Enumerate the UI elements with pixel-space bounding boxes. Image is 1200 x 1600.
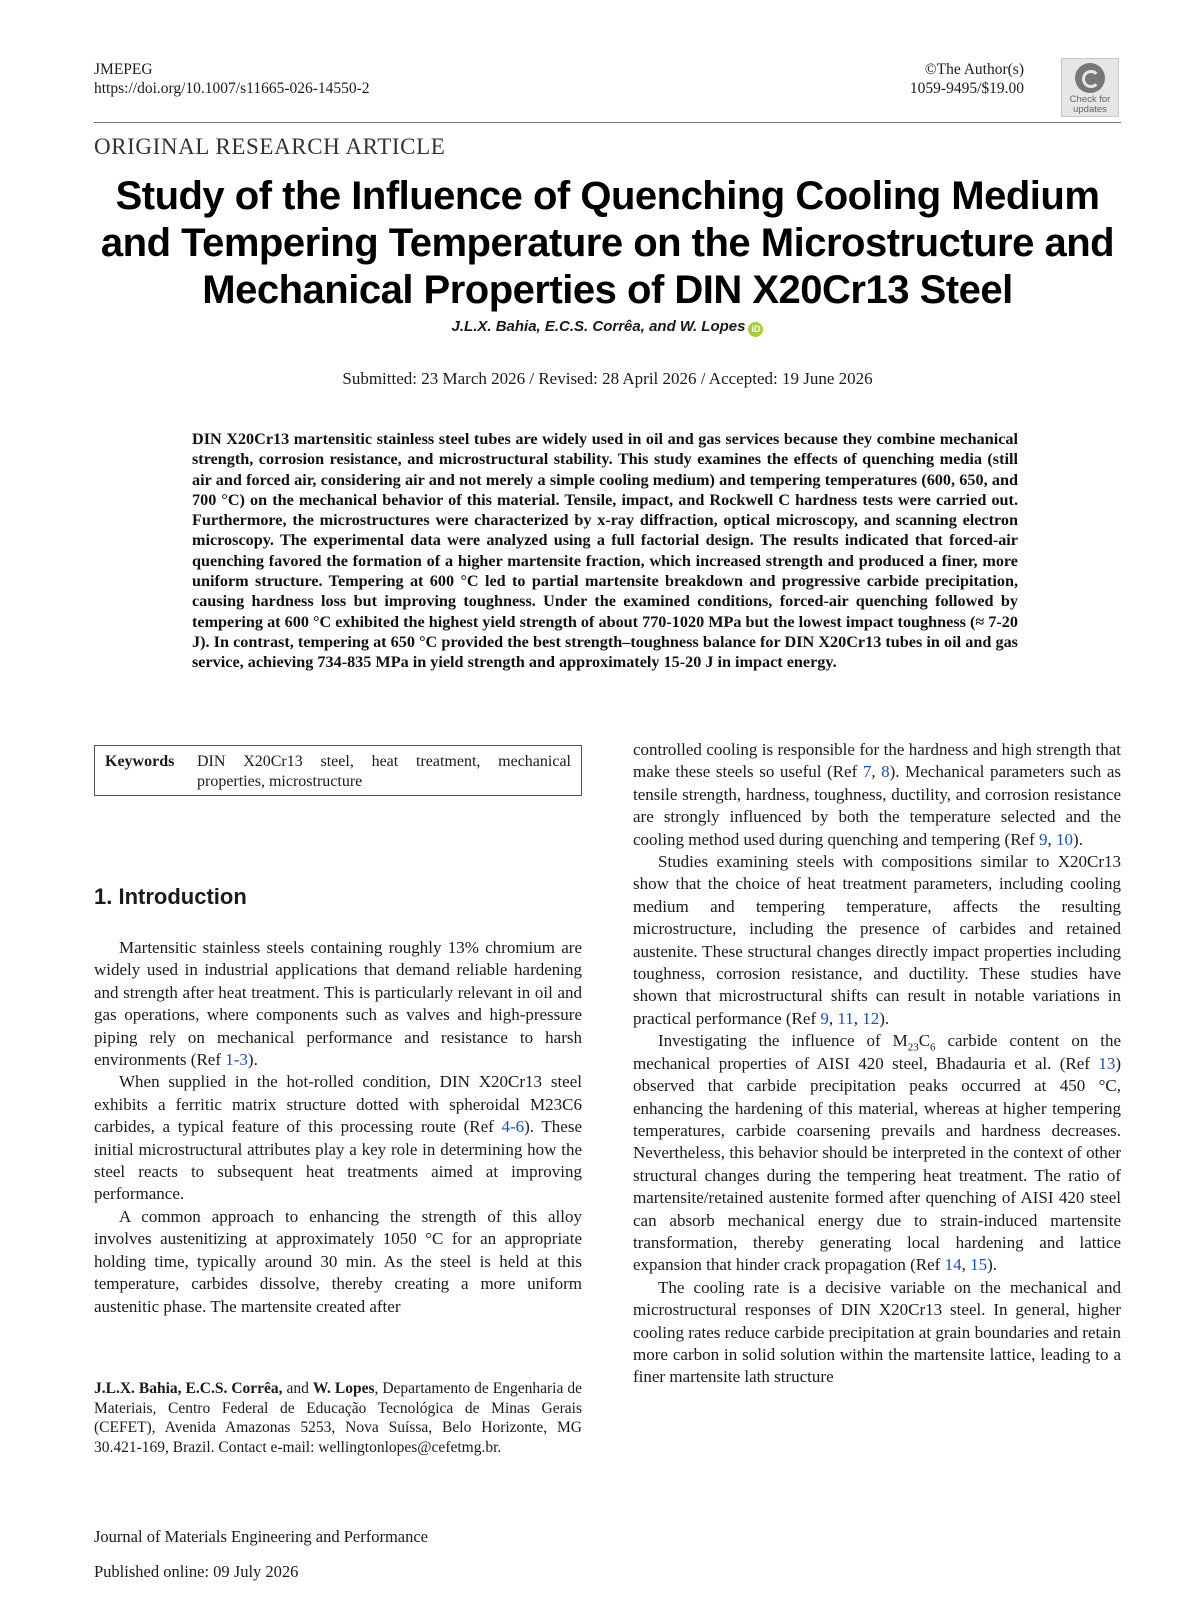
paragraph: When supplied in the hot-rolled condition, DIN X20Cr13 steel exhibits a ferritic matrix structure dotted with spheroidal M23C6 carbides, a typical feature of this processing route (Ref 4-6). These initial microstructural attributes play a key role in determining how the steel reacts to subsequent heat treatments aimed at improving performance. [94,1072,582,1204]
check-for-updates-icon [1075,63,1105,93]
header-right [910,60,1024,98]
citation-link[interactable]: 14 [944,1255,962,1275]
citation-link[interactable]: 4-6 [501,1117,525,1137]
right-column [633,739,1121,1389]
author-affiliation: J.L.X. Bahia, E.C.S. Corrêa, and W. Lopes, Departamento de Engenharia de Materiais, Centro Federal de Educação Tecnológica de Minas Gerais (CEFET), Avenida Amazonas 5253, Nova Suíssa, Belo Horizonte, MG 30.421-169, Brazil. Contact e-mail: wellingtonlopes@cefetmg.br. [94,1380,582,1456]
doi-link[interactable]: https://doi.org/10.1007/s11665-026-14550-2 [94,80,370,97]
badge-label: Check for updates [1069,94,1111,115]
citation-link[interactable]: 7 [862,762,872,782]
citation-link[interactable]: 1-3 [225,1050,248,1070]
price: 1059-9495/$19.00 [909,80,1024,97]
article-title: Study of the Influence of Quenching Cooling Medium and Tempering Temperature on the Microstructure and Mechanical Properties of DIN X20Cr13 Steel [100,174,1115,312]
left-column [94,937,582,1318]
journal-code: JMEPEG [94,61,153,78]
citation-link[interactable]: 15 [970,1255,988,1275]
paragraph: A common approach to enhancing the strength of this alloy involves austenitizing at approximately 1050 °C for an appropriate holding time, typically around 30 min. As the steel is held at this temperature, carbides dissolve, thereby creating a more uniform austenitic phase. The martensite created after [94,1206,582,1316]
check-for-updates-badge[interactable] [1061,58,1119,117]
copyright: ©The Author(s) [924,61,1024,78]
article-type: ORIGINAL RESEARCH ARTICLE [94,134,446,159]
authors: J.L.X. Bahia, E.C.S. Corrêa, and W. Lopes [451,318,746,335]
paragraph: The cooling rate is a decisive variable on the mechanical and microstructural responses of DIN X20Cr13 steel. In general, higher cooling rates reduce carbide precipitation at grain boundaries and retain more carbon in solid solution within the martensite lattice, leading to a finer martensite lath structure [633,1277,1121,1387]
citation-link[interactable]: 11 [837,1008,854,1028]
article-dates: Submitted: 23 March 2026 / Revised: 28 April 2026 / Accepted: 19 June 2026 [342,369,873,388]
keywords-label: Keywords [105,753,175,770]
paragraph: Investigating the influence of $M_{23}C_6$ carbide content on the mechanical properties of AISI 420 steel, Bhadauria et al. (Ref 13) observed that carbide precipitation peaks occurred at 450 °C, enhancing the hardening of this material, whereas at higher tempering temperatures, carbide coarsening prevails and hardness decreases. Nevertheless, this behavior should be interpreted in the context of other structural changes during the tempering heat treatment. The ratio of martensite/retained austenite formed after quenching of AISI 420 steel can absorb mechanical energy due to strain-induced martensite transformation, thereby generating local hardening and lattice expansion that hinder crack propagation (Ref 14, 15). [633,1031,1121,1275]
citation-link[interactable]: 13 [1098,1053,1116,1073]
citation-link[interactable]: 9 [820,1008,829,1028]
paragraph: Studies examining steels with compositions similar to X20Cr13 show that the choice of heat treatment parameters, including cooling medium and tempering temperature, affects the resulting microstructure, including the presence of carbides and retained austenite. These structural changes directly impact properties including toughness, corrosion resistance, and ductility. These studies have shown that microstructural shifts can result in notable variations in practical performance (Ref 9, 11, 12). [633,852,1121,1028]
citation-link[interactable]: 10 [1056,829,1074,849]
section-heading: 1. Introduction [94,884,247,909]
paragraph: controlled cooling is responsible for the hardness and high strength that make these steels so useful (Ref 7, 8). Mechanical parameters such as tensile strength, hardness, toughness, ductility, and corrosion resistance are strongly influenced by both the temperature selected and the cooling method used during quenching and tempering (Ref 9, 10). [633,740,1122,849]
author-line [94,318,1121,337]
citation-link[interactable]: 12 [862,1008,880,1028]
keywords-list: DIN X20Cr13 steel, heat treatment, mechanical properties, microstructure [197,753,571,790]
abstract: DIN X20Cr13 martensitic stainless steel tubes are widely used in oil and gas services because they combine mechanical strength, corrosion resistance, and microstructural stability. This study examines the effects of quenching media (still air and forced air, considering air and not merely a simple cooling medium) and tempering temperatures (600, 650, and 700 °C) on the mechanical behavior of this material. Tensile, impact, and Rockwell C hardness tests were carried out. Furthermore, the microstructures were characterized by x-ray diffraction, optical microscopy, and scanning electron microscopy. The experimental data were analyzed using a full factorial design. The results indicated that forced-air quenching favored the formation of a higher martensite fraction, which increased strength and produced a finer, more uniform structure. Tempering at 600 °C led to partial martensite breakdown and progressive carbide precipitation, causing hardness loss but improving toughness. Under the examined conditions, forced-air quenching followed by tempering at 600 °C exhibited the highest yield strength of about 770-1020 MPa but the lowest impact toughness (≈ 7-20 J). In contrast, tempering at 650 °C provided the best strength–toughness balance for DIN X20Cr13 tubes in oil and gas service, achieving 734-835 MPa in yield strength and approximately 15-20 J in impact energy. [192,430,1018,672]
header-rule [94,122,1121,123]
citation-link[interactable]: 8 [881,762,890,782]
citation-link[interactable]: 9 [1039,829,1048,849]
header-left [94,60,370,98]
keywords-box [94,745,582,796]
orcid-icon[interactable]: iD [748,322,763,337]
journal-name: Journal of Materials Engineering and Performance [94,1527,429,1546]
paragraph: Martensitic stainless steels containing roughly 13% chromium are widely used in industrial applications that demand reliable hardening and strength after heat treatment. This is particularly relevant in oil and gas operations, where components such as valves and high-pressure piping rely on mechanical performance and resistance to harsh environments (Ref 1-3). [94,938,582,1070]
published-date: Published online: 09 July 2026 [94,1562,299,1581]
